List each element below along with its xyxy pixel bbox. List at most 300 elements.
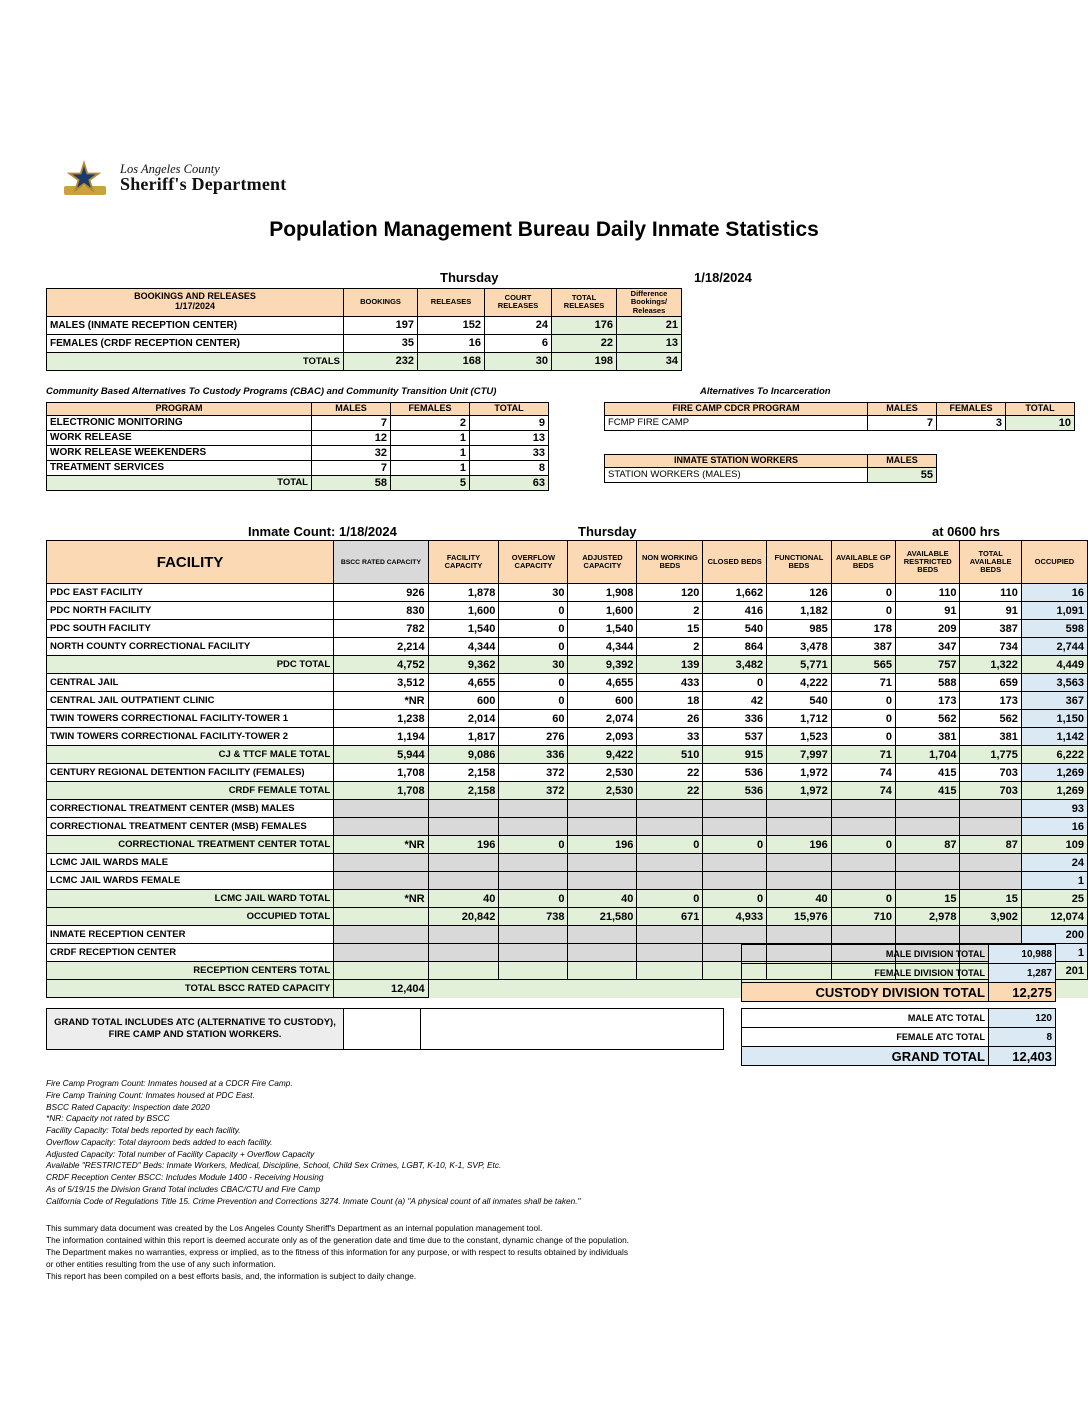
facility-row-label: PDC NORTH FACILITY (47, 602, 334, 620)
cell: 30 (499, 584, 568, 602)
cell: 15,976 (767, 908, 832, 926)
cell: 1 (391, 460, 470, 475)
cell: 0 (831, 728, 895, 746)
cell: 0 (637, 836, 703, 854)
cell: 58 (312, 475, 391, 490)
cell: 4,655 (568, 674, 637, 692)
row-label: FCMP FIRE CAMP (605, 415, 868, 430)
cell-empty (334, 944, 428, 962)
cell-empty (499, 944, 568, 962)
cell: 18 (637, 692, 703, 710)
cell: 738 (499, 908, 568, 926)
footnote-line: Overflow Capacity: Total dayroom beds added to each facility. (46, 1136, 273, 1147)
cell-bscc-total: 12,404 (334, 980, 428, 998)
table-row-total (47, 890, 1088, 908)
cell: 1 (391, 445, 470, 460)
cell: 197 (344, 316, 418, 334)
cell: 1,708 (334, 764, 428, 782)
cell-empty (960, 800, 1021, 818)
cell: 915 (703, 746, 767, 764)
cell: 0 (499, 692, 568, 710)
cell: 381 (895, 728, 960, 746)
cell: 91 (960, 602, 1021, 620)
cell: 12,403 (989, 1047, 1056, 1066)
cell: 71 (831, 746, 895, 764)
cbac-caption: Community Based Alternatives To Custody Programs (CBAC) and Community Transition Unit (CTU) (46, 386, 497, 397)
row-label-male-atc: MALE ATC TOTAL (742, 1009, 989, 1028)
cell: 15 (960, 890, 1021, 908)
col-available-gp-beds: AVAILABLE GP BEDS (831, 541, 895, 584)
cell: 5,944 (334, 746, 428, 764)
cell-empty (895, 818, 960, 836)
cell: 21 (617, 316, 682, 334)
facility-row-label: CENTRAL JAIL OUTPATIENT CLINIC (47, 692, 334, 710)
cell: 10,988 (989, 945, 1056, 964)
cell: 2 (637, 638, 703, 656)
cell: 1,662 (703, 584, 767, 602)
cell: 3,482 (703, 656, 767, 674)
footnote-line: California Code of Regulations Title 15. Crime Prevention and Corrections 3274. Inmate Count (a) "A physical count of all inmates shall be taken." (46, 1195, 581, 1206)
cell-empty (895, 854, 960, 872)
cell-empty (637, 944, 703, 962)
cell-empty (568, 962, 637, 980)
cell: 734 (960, 638, 1021, 656)
cell: 2,014 (428, 710, 499, 728)
cell: 926 (334, 584, 428, 602)
cell-empty (767, 800, 832, 818)
footnote-line: CRDF Reception Center BSCC: Includes Module 1400 - Receiving Housing (46, 1172, 324, 1183)
cell: 1,322 (960, 656, 1021, 674)
col-difference: Difference Bookings/ Releases (617, 289, 682, 317)
col-available-restricted-beds: AVAILABLE RESTRICTED BEDS (895, 541, 960, 584)
facility-row-label: PDC SOUTH FACILITY (47, 620, 334, 638)
row-label-total: TOTAL (47, 475, 312, 490)
cell: 74 (831, 782, 895, 800)
cell: 703 (960, 782, 1021, 800)
cell-empty (703, 818, 767, 836)
footnote-line: Fire Camp Training Count: Inmates housed at PDC East. (46, 1089, 255, 1100)
cell: 0 (499, 602, 568, 620)
col-females: FEMALES (391, 403, 470, 416)
cell: 1,972 (767, 782, 832, 800)
row-label: ELECTRONIC MONITORING (47, 415, 312, 430)
disclaimer-line: The Department makes no warranties, express or implied, as to the fitness of this information for any purpose, or with respect to results obtained by individuals (46, 1247, 628, 1258)
cell: 562 (895, 710, 960, 728)
cell: 510 (637, 746, 703, 764)
col-females: FEMALES (937, 403, 1006, 416)
cell: 0 (637, 890, 703, 908)
cell: 7 (312, 460, 391, 475)
col-station-header: INMATE STATION WORKERS (605, 455, 868, 468)
cell: 0 (831, 836, 895, 854)
cell: 5,771 (767, 656, 832, 674)
cell-occupied: 200 (1021, 926, 1087, 944)
cell-empty (428, 926, 499, 944)
row-label-males: MALES (INMATE RECEPTION CENTER) (47, 316, 344, 334)
cell: 21,580 (568, 908, 637, 926)
cell-empty (637, 872, 703, 890)
cell: 176 (552, 316, 617, 334)
row-label-custody-division: CUSTODY DIVISION TOTAL (742, 983, 989, 1002)
cell: *NR (334, 692, 428, 710)
cell: 8 (470, 460, 549, 475)
cell: 30 (485, 352, 552, 370)
table-row (47, 872, 1088, 890)
cell: 2,074 (568, 710, 637, 728)
cell-empty (960, 872, 1021, 890)
bookings-releases-table (46, 288, 682, 371)
table-row (47, 415, 549, 430)
facility-row-label: INMATE RECEPTION CENTER (47, 926, 334, 944)
cell-empty (831, 926, 895, 944)
cell: 60 (499, 710, 568, 728)
facility-row-label: RECEPTION CENTERS TOTAL (47, 962, 334, 980)
table-row (47, 818, 1088, 836)
col-releases: RELEASES (418, 289, 485, 317)
inmate-count-time: at 0600 hrs (932, 524, 1000, 539)
cell-empty (767, 926, 832, 944)
cell-empty (895, 872, 960, 890)
table-row (47, 800, 1088, 818)
table-row (47, 620, 1088, 638)
cell-empty (831, 872, 895, 890)
table-row (47, 692, 1088, 710)
col-total: TOTAL (1006, 403, 1075, 416)
footnote-line: As of 5/19/15 the Division Grand Total includes CBAC/CTU and Fire Camp (46, 1184, 321, 1195)
cell: 7 (312, 415, 391, 430)
cell: 1 (391, 430, 470, 445)
cell: 63 (470, 475, 549, 490)
cell: 10 (1006, 415, 1075, 430)
table-row (47, 926, 1088, 944)
cell: 0 (499, 836, 568, 854)
cell: 40 (428, 890, 499, 908)
facility-row-label: LCMC JAIL WARD TOTAL (47, 890, 334, 908)
cell: 1,287 (989, 964, 1056, 983)
cell (334, 908, 428, 926)
logo-line-1: Los Angeles County (120, 161, 220, 176)
cell: 74 (831, 764, 895, 782)
cell: 4,344 (428, 638, 499, 656)
cell: 710 (831, 908, 895, 926)
col-males: MALES (868, 455, 937, 468)
spacer-cell (344, 1009, 421, 1050)
grand-total-table (741, 1008, 1056, 1066)
cell: 0 (831, 692, 895, 710)
table-row (47, 334, 682, 352)
cell-empty (831, 818, 895, 836)
cell: 9,086 (428, 746, 499, 764)
cell: 0 (831, 890, 895, 908)
cell: 1,142 (1021, 728, 1087, 746)
cell: 1,600 (568, 602, 637, 620)
logo-line-2: Sheriff's Department (120, 174, 287, 195)
cell: 9,392 (568, 656, 637, 674)
cell: 139 (637, 656, 703, 674)
table-row-totals (47, 352, 682, 370)
cell: 55 (868, 467, 937, 482)
cell: 2,530 (568, 764, 637, 782)
cell-empty (895, 800, 960, 818)
table-row (47, 638, 1088, 656)
facility-row-label: CORRECTIONAL TREATMENT CENTER (MSB) FEMALES (47, 818, 334, 836)
cell-empty (428, 818, 499, 836)
cell: 13 (470, 430, 549, 445)
cell: 1,182 (767, 602, 832, 620)
facility-row-label: NORTH COUNTY CORRECTIONAL FACILITY (47, 638, 334, 656)
division-totals-table (741, 944, 1056, 1002)
cell: 2,158 (428, 764, 499, 782)
cell: 387 (831, 638, 895, 656)
cell: 173 (960, 692, 1021, 710)
cell-empty (703, 926, 767, 944)
table-row (47, 728, 1088, 746)
table-row (47, 430, 549, 445)
cell: 1,972 (767, 764, 832, 782)
row-label-female-division: FEMALE DIVISION TOTAL (742, 964, 989, 983)
table-row-totals (47, 475, 549, 490)
table-row-grand-total (742, 1047, 1056, 1066)
cell: 415 (895, 764, 960, 782)
table-row (742, 1009, 1056, 1028)
table-row (47, 460, 549, 475)
cell: 387 (960, 620, 1021, 638)
cell: 5 (391, 475, 470, 490)
cell: 9 (470, 415, 549, 430)
facility-row-label: PDC EAST FACILITY (47, 584, 334, 602)
table-row (742, 945, 1056, 964)
cell-empty (568, 818, 637, 836)
row-label: WORK RELEASE WEEKENDERS (47, 445, 312, 460)
facility-row-label: PDC TOTAL (47, 656, 334, 674)
cell-empty (637, 818, 703, 836)
cell: 71 (831, 674, 895, 692)
cell: 0 (703, 890, 767, 908)
col-facility: FACILITY (47, 541, 334, 584)
cell: 2,093 (568, 728, 637, 746)
cell: 415 (895, 782, 960, 800)
cell: 126 (767, 584, 832, 602)
footnote-line: Available "RESTRICTED" Beds: Inmate Workers, Medical, Discipline, School, Child Sex Crimes, LGBT, K-10, K-1, SVP, Etc. (46, 1160, 502, 1171)
cell: 1,712 (767, 710, 832, 728)
cbac-table (46, 402, 549, 491)
spacer-cell-2 (421, 1009, 724, 1050)
cell: 1,878 (428, 584, 499, 602)
cell: 562 (960, 710, 1021, 728)
cell-empty (568, 854, 637, 872)
table-row (47, 445, 549, 460)
cell: 12,275 (989, 983, 1056, 1002)
cell: 32 (312, 445, 391, 460)
fire-camp-table (604, 402, 1075, 431)
cell-empty (334, 854, 428, 872)
cell: 830 (334, 602, 428, 620)
facility-row-label: CRDF FEMALE TOTAL (47, 782, 334, 800)
col-bscc: BSCC RATED CAPACITY (334, 541, 428, 584)
cell: 24 (485, 316, 552, 334)
cell: 232 (344, 352, 418, 370)
table-row (47, 584, 1088, 602)
cell: 4,449 (1021, 656, 1087, 674)
cell-empty (499, 926, 568, 944)
facility-row-label: CORRECTIONAL TREATMENT CENTER TOTAL (47, 836, 334, 854)
cell: 87 (960, 836, 1021, 854)
cell-occupied: 24 (1021, 854, 1087, 872)
cell: 16 (418, 334, 485, 352)
cell: 120 (637, 584, 703, 602)
cell-empty (334, 800, 428, 818)
cell: 588 (895, 674, 960, 692)
cell: 40 (767, 890, 832, 908)
facility-row-label: TWIN TOWERS CORRECTIONAL FACILITY-TOWER 1 (47, 710, 334, 728)
footnote-line: Fire Camp Program Count: Inmates housed at a CDCR Fire Camp. (46, 1078, 293, 1088)
cell: 4,344 (568, 638, 637, 656)
table-row (47, 854, 1088, 872)
cell: 42 (703, 692, 767, 710)
cell: 7 (868, 415, 937, 430)
cell-empty (568, 800, 637, 818)
cell: 6 (485, 334, 552, 352)
row-label-male-division: MALE DIVISION TOTAL (742, 945, 989, 964)
cell: 540 (703, 620, 767, 638)
cell: 196 (568, 836, 637, 854)
col-total-available-beds: TOTAL AVAILABLE BEDS (960, 541, 1021, 584)
col-functional-beds: FUNCTIONAL BEDS (767, 541, 832, 584)
row-label: TREATMENT SERVICES (47, 460, 312, 475)
cell-empty (637, 800, 703, 818)
cell: *NR (334, 836, 428, 854)
cell-empty (703, 854, 767, 872)
cell: 1,908 (568, 584, 637, 602)
bookings-subtitle: 1/17/2024 (174, 301, 216, 312)
footnote-line: BSCC Rated Capacity: Inspection date 2020 (46, 1101, 210, 1112)
cell: 0 (831, 710, 895, 728)
cell-empty (895, 926, 960, 944)
cell-empty (334, 818, 428, 836)
cell: 598 (1021, 620, 1087, 638)
cell: 1,775 (960, 746, 1021, 764)
cell: *NR (334, 890, 428, 908)
col-total: TOTAL (470, 403, 549, 416)
inmate-station-workers-table (604, 454, 937, 483)
table-row-total (47, 908, 1088, 926)
cell: 2,744 (1021, 638, 1087, 656)
cell: 30 (499, 656, 568, 674)
cell: 4,222 (767, 674, 832, 692)
col-court-releases: COURT RELEASES (485, 289, 552, 317)
cell: 1,150 (1021, 710, 1087, 728)
inmate-count-title: Inmate Count: 1/18/2024 (248, 524, 397, 539)
cell: 0 (499, 638, 568, 656)
cell: 25 (1021, 890, 1087, 908)
cell: 12 (312, 430, 391, 445)
cell-empty (568, 872, 637, 890)
facility-row-label: CORRECTIONAL TREATMENT CENTER (MSB) MALES (47, 800, 334, 818)
col-total-releases: TOTAL RELEASES (552, 289, 617, 317)
col-closed-beds: CLOSED BEDS (703, 541, 767, 584)
cell: 2,978 (895, 908, 960, 926)
cell: 703 (960, 764, 1021, 782)
cell: 3,902 (960, 908, 1021, 926)
facility-row-label: LCMC JAIL WARDS MALE (47, 854, 334, 872)
cell: 40 (568, 890, 637, 908)
cell: 2,214 (334, 638, 428, 656)
alternatives-caption: Alternatives To Incarceration (700, 386, 831, 397)
cell: 671 (637, 908, 703, 926)
cell-empty (637, 926, 703, 944)
cell: 198 (552, 352, 617, 370)
footnotes (46, 1078, 806, 1208)
cell: 110 (895, 584, 960, 602)
cell: 0 (831, 584, 895, 602)
table-row (47, 316, 682, 334)
cell: 110 (960, 584, 1021, 602)
cell: 3,563 (1021, 674, 1087, 692)
cell: 600 (568, 692, 637, 710)
cell: 34 (617, 352, 682, 370)
cell-occupied: 1 (1021, 872, 1087, 890)
cell-occupied: 93 (1021, 800, 1087, 818)
cell: 1,269 (1021, 764, 1087, 782)
header-date: 1/18/2024 (694, 270, 752, 285)
cell-empty (499, 818, 568, 836)
cell-empty (767, 818, 832, 836)
cell: 120 (989, 1009, 1056, 1028)
row-label-grand-total: GRAND TOTAL (742, 1047, 989, 1066)
table-row (47, 674, 1088, 692)
cell-occupied: 16 (1021, 818, 1087, 836)
cell-empty (831, 854, 895, 872)
cell-empty (334, 962, 428, 980)
cell: 336 (703, 710, 767, 728)
cell: 15 (637, 620, 703, 638)
cell: 209 (895, 620, 960, 638)
page-title: Population Management Bureau Daily Inmate Statistics (269, 218, 819, 241)
cell: 4,752 (334, 656, 428, 674)
cell: 3 (937, 415, 1006, 430)
cell-empty (499, 962, 568, 980)
cell: 1,817 (428, 728, 499, 746)
col-non-working-beds: NON WORKING BEDS (637, 541, 703, 584)
facility-row-label: LCMC JAIL WARDS FEMALE (47, 872, 334, 890)
cell: 9,362 (428, 656, 499, 674)
cell: 1,194 (334, 728, 428, 746)
cell: 1,091 (1021, 602, 1087, 620)
cell: 196 (767, 836, 832, 854)
facility-row-label: OCCUPIED TOTAL (47, 908, 334, 926)
cell: 0 (499, 620, 568, 638)
cell: 91 (895, 602, 960, 620)
cell: 2 (391, 415, 470, 430)
cell-empty (334, 926, 428, 944)
inmate-count-weekday: Thursday (578, 524, 637, 539)
cell: 3,478 (767, 638, 832, 656)
cell: 8 (989, 1028, 1056, 1047)
row-label-females: FEMALES (CRDF RECEPTION CENTER) (47, 334, 344, 352)
table-row-total (47, 836, 1088, 854)
bookings-title: BOOKINGS AND RELEASES (134, 291, 256, 302)
cell: 0 (703, 836, 767, 854)
cell: 22 (637, 782, 703, 800)
facility-row-label: CRDF RECEPTION CENTER (47, 944, 334, 962)
cell: 416 (703, 602, 767, 620)
cell: 347 (895, 638, 960, 656)
cell-empty (767, 854, 832, 872)
facility-row-label: CENTURY REGIONAL DETENTION FACILITY (FEMALES) (47, 764, 334, 782)
cell: 0 (499, 890, 568, 908)
cell-empty (499, 800, 568, 818)
cell: 178 (831, 620, 895, 638)
